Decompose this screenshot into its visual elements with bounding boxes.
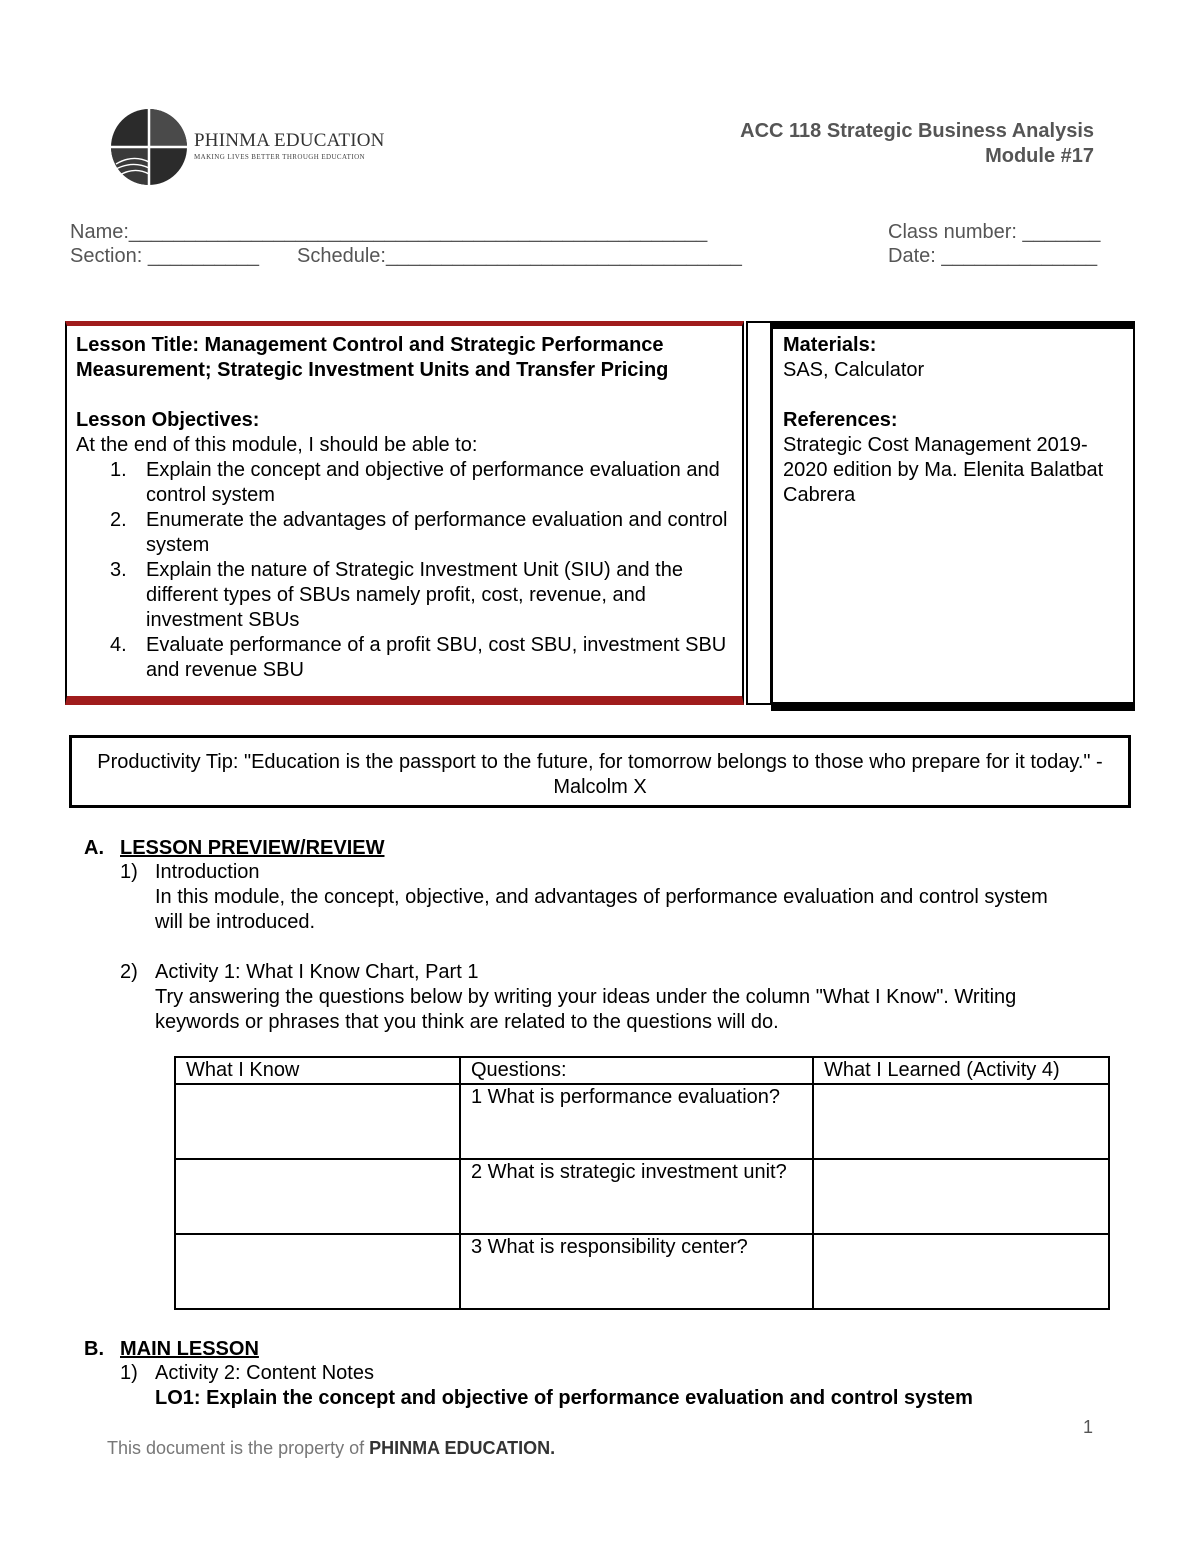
objectives-list bbox=[76, 458, 736, 683]
section-a-item1 bbox=[155, 860, 1085, 935]
table-row bbox=[175, 1159, 1109, 1234]
course-header bbox=[740, 119, 1094, 169]
what-i-know-cell[interactable] bbox=[175, 1234, 460, 1309]
objectives-intro: At the end of this module, I should be able to: bbox=[76, 434, 478, 456]
module-number: Module #17 bbox=[985, 145, 1094, 167]
objective-number: 4. bbox=[110, 634, 127, 656]
objective-number: 2. bbox=[110, 509, 127, 531]
header-questions: Questions: bbox=[460, 1057, 813, 1084]
objective-text: Evaluate performance of a profit SBU, cost SBU, investment SBU and revenue SBU bbox=[146, 634, 727, 681]
box-divider bbox=[746, 321, 772, 705]
class-number-field[interactable]: Class number: _______ bbox=[888, 221, 1101, 243]
phinma-globe-icon bbox=[108, 106, 190, 188]
activity1-text: Try answering the questions below by writing your ideas under the column "What I Know". Writing keywords or phrases that you think are related to the questions will do. bbox=[155, 986, 1017, 1033]
course-title: ACC 118 Strategic Business Analysis bbox=[740, 120, 1094, 142]
logo-name: PHINMA EDUCATION bbox=[194, 130, 385, 151]
date-field[interactable]: Date: ______________ bbox=[888, 245, 1098, 267]
materials-box bbox=[771, 321, 1135, 711]
lesson-title: Lesson Title: Management Control and Strategic Performance Measurement; Strategic Investment Units and Transfer Pricing bbox=[76, 334, 669, 381]
introduction-title: Introduction bbox=[155, 861, 260, 883]
question-cell: 3 What is responsibility center? bbox=[460, 1234, 813, 1309]
objective-text: Enumerate the advantages of performance evaluation and control system bbox=[146, 509, 728, 556]
section-a-item2-number: 2) bbox=[120, 961, 138, 983]
section-field[interactable]: Section: __________ bbox=[70, 245, 260, 267]
objective-text: Explain the nature of Strategic Investment Unit (SIU) and the different types of SBUs namely profit, cost, revenue, and investment SBUs bbox=[146, 559, 683, 631]
table-row bbox=[175, 1084, 1109, 1159]
footer-owner: PHINMA EDUCATION. bbox=[369, 1438, 556, 1458]
what-i-know-cell[interactable] bbox=[175, 1084, 460, 1159]
what-i-know-cell[interactable] bbox=[175, 1159, 460, 1234]
what-i-learned-cell[interactable] bbox=[813, 1234, 1109, 1309]
header-what-i-know: What I Know bbox=[175, 1057, 460, 1084]
objective-item bbox=[76, 458, 736, 508]
objective-item bbox=[76, 508, 736, 558]
references-text: Strategic Cost Management 2019-2020 edition by Ma. Elenita Balatbat Cabrera bbox=[783, 434, 1104, 506]
productivity-tip bbox=[69, 735, 1131, 808]
section-b-item1-number: 1) bbox=[120, 1362, 138, 1384]
objective-item bbox=[76, 558, 736, 633]
section-a-letter: A. bbox=[84, 837, 104, 859]
section-a-item2 bbox=[155, 960, 1090, 1035]
schedule-field[interactable]: Schedule:________________________________ bbox=[297, 245, 742, 267]
question-cell: 1 What is performance evaluation? bbox=[460, 1084, 813, 1159]
what-i-learned-cell[interactable] bbox=[813, 1084, 1109, 1159]
header-what-i-learned: What I Learned (Activity 4) bbox=[813, 1057, 1109, 1084]
logo-tagline: MAKING LIVES BETTER THROUGH EDUCATION bbox=[194, 153, 365, 161]
section-b-heading: MAIN LESSON bbox=[120, 1338, 259, 1360]
introduction-text: In this module, the concept, objective, and advantages of performance evaluation and control system will be introduced. bbox=[155, 886, 1048, 933]
table-header-row bbox=[175, 1057, 1109, 1084]
objective-number: 1. bbox=[110, 459, 127, 481]
page-number: 1 bbox=[1083, 1417, 1094, 1437]
materials-heading: Materials: bbox=[783, 334, 877, 356]
section-b-letter: B. bbox=[84, 1338, 104, 1360]
objective-text: Explain the concept and objective of performance evaluation and control system bbox=[146, 459, 720, 506]
lo1-heading: LO1: Explain the concept and objective of performance evaluation and control system bbox=[155, 1387, 973, 1409]
question-cell: 2 What is strategic investment unit? bbox=[460, 1159, 813, 1234]
materials-text: SAS, Calculator bbox=[783, 359, 925, 381]
footer-prefix: This document is the property of bbox=[107, 1438, 370, 1458]
activity1-title: Activity 1: What I Know Chart, Part 1 bbox=[155, 961, 479, 983]
references-heading: References: bbox=[783, 409, 898, 431]
section-a-item1-number: 1) bbox=[120, 861, 138, 883]
objective-item bbox=[76, 633, 736, 683]
footer bbox=[107, 1438, 555, 1459]
objectives-heading: Lesson Objectives: bbox=[76, 409, 260, 431]
logo-text bbox=[194, 130, 385, 161]
what-i-learned-cell[interactable] bbox=[813, 1159, 1109, 1234]
tip-text: Productivity Tip: "Education is the passport to the future, for tomorrow belongs to those who prepare for it today." -Malcolm X bbox=[97, 751, 1103, 798]
objective-number: 3. bbox=[110, 559, 127, 581]
activity2-title: Activity 2: Content Notes bbox=[155, 1362, 374, 1384]
what-i-know-table bbox=[174, 1056, 1110, 1310]
lesson-box bbox=[65, 321, 744, 705]
table-row bbox=[175, 1234, 1109, 1309]
section-a-heading: LESSON PREVIEW/REVIEW bbox=[120, 837, 385, 859]
name-field[interactable]: Name:____________________________________________________ bbox=[70, 221, 708, 243]
